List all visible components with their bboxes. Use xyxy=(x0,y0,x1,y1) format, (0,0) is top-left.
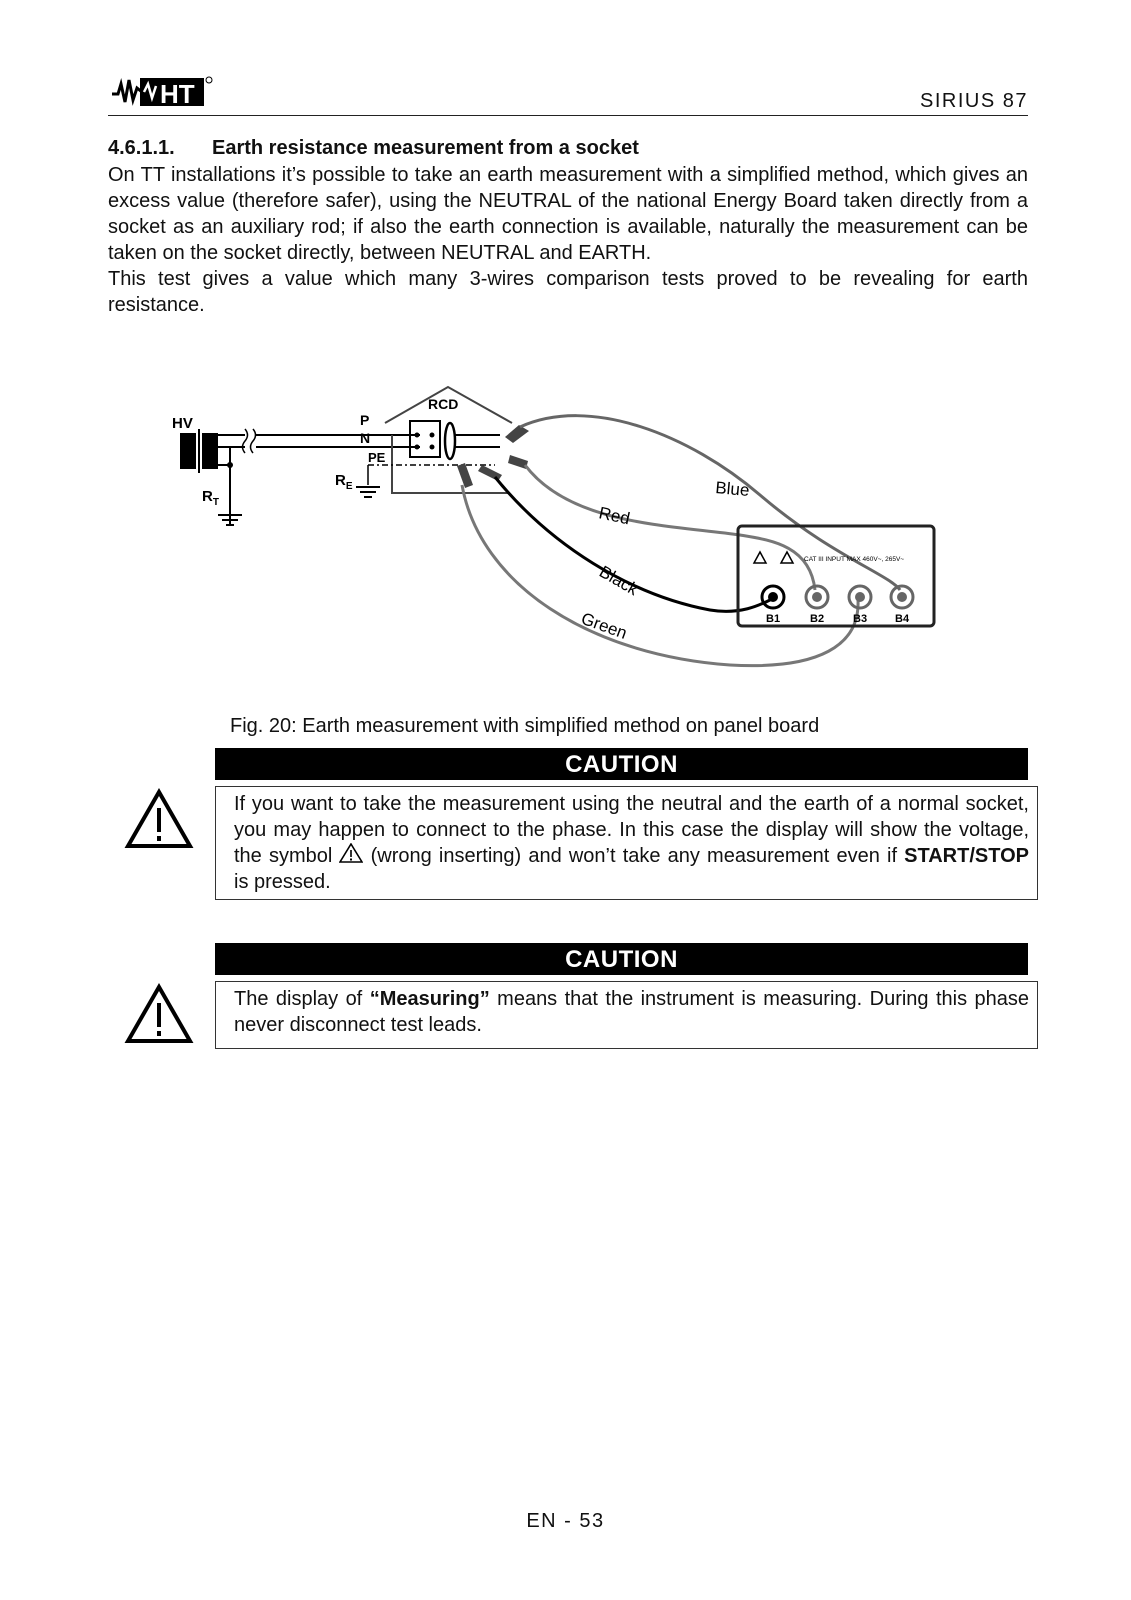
caution-title: CAUTION xyxy=(215,748,1028,780)
terminal-b1-label: B1 xyxy=(766,613,781,625)
caution-title: CAUTION xyxy=(215,943,1028,975)
paragraph: This test gives a value which many 3-wires comparison tests proved to be revealing for earth resistance. xyxy=(108,268,1028,316)
logo-text: HT xyxy=(160,79,195,108)
ground-icon xyxy=(356,487,380,497)
caution-box xyxy=(215,786,1038,900)
black-label: Black xyxy=(596,562,642,600)
section-number: 4.6.1.1. xyxy=(108,137,175,159)
body-text xyxy=(108,162,1028,318)
document-model: SIRIUS 87 xyxy=(920,90,1028,112)
re-label: $R_E$ xyxy=(335,472,353,492)
transformer-icon xyxy=(180,429,218,473)
panel-rating: CAT III INPUT MAX 460V~, 265V~ xyxy=(804,556,905,563)
wiring-diagram xyxy=(170,385,970,685)
warning-triangle-icon xyxy=(124,983,194,1045)
rcd-label: RCD xyxy=(428,396,459,412)
n-label: N xyxy=(360,430,371,446)
rcd-icon xyxy=(410,421,455,459)
caution-text: The display of xyxy=(234,988,363,1010)
caution-box xyxy=(215,981,1038,1049)
page-header xyxy=(108,70,1028,116)
caution-text: (wrong inserting) and won’t take any measurement even if xyxy=(370,845,897,867)
paragraph: On TT installations it’s possible to take an earth measurement with a simplified method, which gives an excess value (therefore safer), using the NEUTRAL of the national Energy Board taken directly from a socket as an auxiliary rod; if also the earth connection is available, naturally the measurement can be taken on the socket directly, between NEUTRAL and EARTH. xyxy=(108,164,1028,264)
green-label: Green xyxy=(578,608,630,643)
terminal-b2-label: B2 xyxy=(810,613,825,625)
warning-symbol-icon xyxy=(339,843,363,863)
caution-text: If you want to take the measurement using the neutral and the earth of a normal socket, you may happen to connect to the phase. In this case the display will show the voltage, the symbol xyxy=(234,793,1029,867)
blue-label: Blue xyxy=(714,478,751,500)
measuring-status: “Measuring” xyxy=(369,988,490,1010)
caution-text: is pressed. xyxy=(234,871,331,893)
start-stop-key: START/STOP xyxy=(904,845,1029,867)
terminal-icon xyxy=(762,586,913,608)
red-label: Red xyxy=(597,503,632,529)
pe-label: PE xyxy=(368,450,386,465)
rt-label: $R_T$ xyxy=(202,488,219,508)
warning-triangle-icon xyxy=(124,788,194,850)
ht-logo-icon xyxy=(110,74,214,108)
section-heading xyxy=(108,137,639,160)
hv-label: HV xyxy=(172,415,193,432)
figure-caption: Fig. 20: Earth measurement with simplified method on panel board xyxy=(230,715,820,737)
page-number: EN - 53 xyxy=(526,1510,605,1532)
caution-text: means that the instrument is measuring. During this phase never disconnect test leads. xyxy=(234,988,1030,1036)
terminal-b3-label: B3 xyxy=(853,613,868,625)
p-label: P xyxy=(360,412,370,428)
section-title: Earth resistance measurement from a socket xyxy=(212,137,639,159)
warning-icon xyxy=(754,552,793,563)
terminal-b4-label: B4 xyxy=(895,613,910,625)
